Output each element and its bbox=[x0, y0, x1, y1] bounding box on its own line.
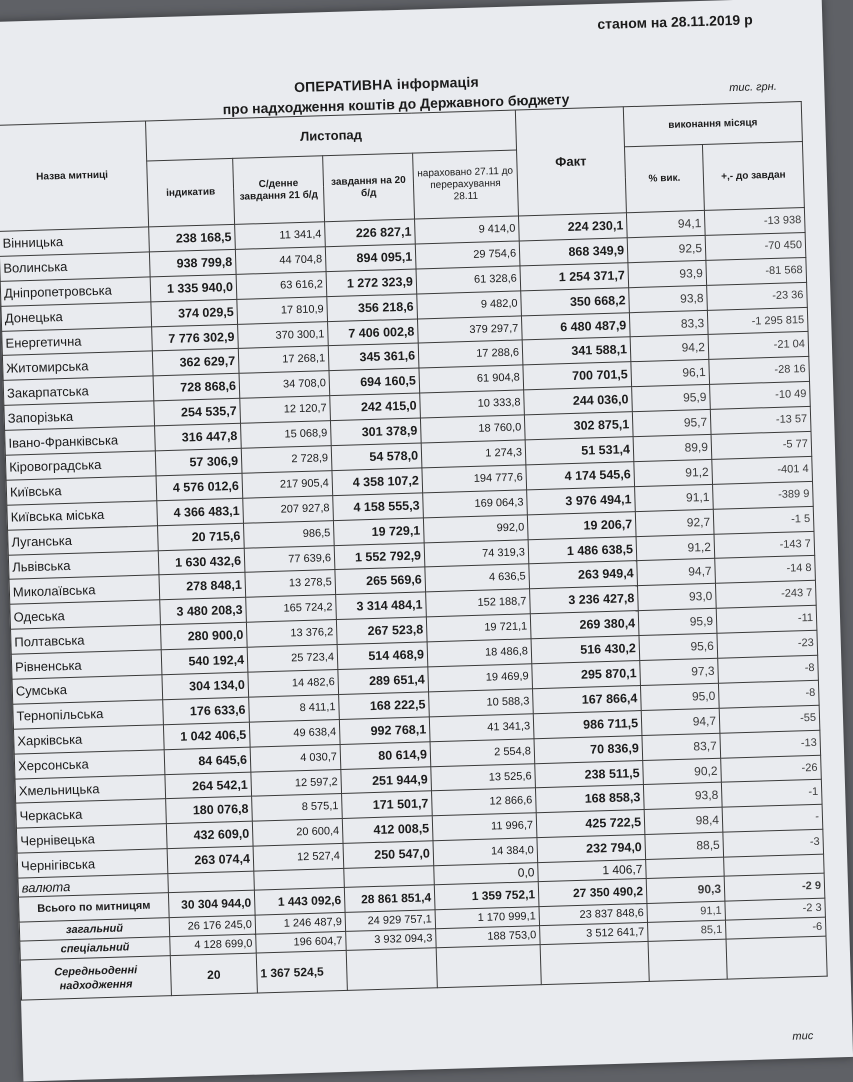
cell-indicative: 4 576 012,6 bbox=[156, 473, 243, 500]
cell-fact: 1 254 371,7 bbox=[520, 263, 629, 291]
cell-daily: 15 068,9 bbox=[241, 421, 332, 449]
cell-pct: 97,3 bbox=[640, 658, 719, 685]
cell-accrued: 61 328,6 bbox=[416, 266, 521, 294]
cell-name: Кіровоградська bbox=[5, 451, 156, 480]
col-month-header: Листопад bbox=[146, 110, 517, 161]
col-name-header: Назва митниці bbox=[0, 121, 149, 231]
cell-diff: -55 bbox=[719, 705, 820, 733]
cell-accrued: 10 333,8 bbox=[420, 390, 525, 418]
col-task-header: завдання на 20 б/д bbox=[323, 153, 415, 222]
cell-fact: 263 949,4 bbox=[529, 561, 638, 589]
cell-pct: 93,8 bbox=[643, 783, 722, 810]
cell-name: Херсонська bbox=[14, 749, 165, 778]
total-diff: -2 9 bbox=[724, 873, 825, 901]
cell-name: Волинська bbox=[0, 252, 150, 281]
col-accrued-header: нараховано 27.11 до перерахування 28.11 bbox=[413, 150, 519, 219]
cell-accrued: 992,0 bbox=[423, 515, 528, 543]
cell-pct: 92,7 bbox=[635, 509, 714, 536]
cell-accrued: 12 866,6 bbox=[432, 788, 537, 816]
cell-diff: -1 295 815 bbox=[707, 307, 808, 335]
cell-daily: 14 482,6 bbox=[248, 670, 339, 698]
cell-accrued: 19 721,1 bbox=[426, 614, 531, 642]
cell-accrued: 13 525,6 bbox=[431, 763, 536, 791]
special-accrued: 188 753,0 bbox=[436, 926, 541, 948]
cell-fact: 3 976 494,1 bbox=[527, 486, 636, 514]
cell-diff: -389 9 bbox=[713, 481, 814, 509]
cell-pct: 91,1 bbox=[635, 484, 714, 511]
cell-accrued: 152 188,7 bbox=[426, 589, 531, 617]
total-accrued: 1 359 752,1 bbox=[434, 882, 539, 910]
cell-indicative: 84 645,6 bbox=[164, 747, 251, 774]
cell-pct: 89,9 bbox=[633, 434, 712, 461]
cell-daily: 17 268,1 bbox=[238, 346, 329, 374]
cell-fact: 70 836,9 bbox=[534, 735, 643, 763]
cell-task: 171 501,7 bbox=[342, 791, 433, 819]
cell-task: 289 651,4 bbox=[338, 667, 429, 695]
cell-daily: 77 639,6 bbox=[244, 545, 335, 573]
cell-pct: 95,0 bbox=[640, 683, 719, 710]
cell-indicative: 1 335 940,0 bbox=[150, 274, 237, 301]
cell-daily: 44 704,8 bbox=[235, 247, 326, 275]
cell-indicative: 374 029,5 bbox=[151, 299, 238, 326]
special-fact: 3 512 641,7 bbox=[540, 922, 649, 944]
cell-daily: 8 575,1 bbox=[252, 794, 343, 822]
cell-name: Хмельницька bbox=[15, 774, 166, 803]
cell-fact: 516 430,2 bbox=[531, 636, 640, 664]
cell-name: Рівненська bbox=[11, 650, 162, 679]
cell-name: Дніпропетровська bbox=[0, 277, 151, 306]
cell-task: 265 569,6 bbox=[335, 567, 426, 595]
cell-fact: 3 236 427,8 bbox=[530, 586, 639, 614]
cell-accrued: 1 274,3 bbox=[421, 440, 526, 468]
total-pct: 90,3 bbox=[646, 876, 725, 903]
cell-pct: 94,7 bbox=[641, 708, 720, 735]
cell-pct: 83,3 bbox=[629, 310, 708, 337]
cell-diff: - bbox=[722, 805, 823, 833]
cell-indicative: 280 900,0 bbox=[160, 622, 247, 649]
col-pct-header: % вик. bbox=[624, 144, 704, 212]
cell-pct: 90,2 bbox=[643, 758, 722, 785]
cell-pct: 94,1 bbox=[626, 210, 705, 237]
cell-name: Чернігівська bbox=[17, 849, 168, 878]
cell-fact: 350 668,2 bbox=[521, 287, 630, 315]
cell-daily: 2 728,9 bbox=[241, 446, 332, 474]
cell-fact: 868 349,9 bbox=[519, 238, 628, 266]
total-daily: 1 443 092,6 bbox=[254, 888, 345, 916]
cell-daily: 12 597,2 bbox=[251, 769, 342, 797]
cell-indicative: 278 848,1 bbox=[159, 573, 246, 600]
cell-name: Львівська bbox=[8, 550, 159, 579]
cell-fact: 19 206,7 bbox=[527, 511, 636, 539]
cell-pct: 98,4 bbox=[644, 808, 723, 835]
cell-name: Закарпатська bbox=[3, 376, 154, 405]
cell-diff: -3 bbox=[723, 829, 824, 857]
cell-daily: 49 638,4 bbox=[249, 719, 340, 747]
cell-daily: 63 616,2 bbox=[236, 271, 327, 299]
cell-pct: 94,7 bbox=[637, 559, 716, 586]
cell-task: 250 547,0 bbox=[343, 841, 434, 869]
cell-accrued: 194 777,6 bbox=[422, 465, 527, 493]
cell-name: Харківська bbox=[13, 725, 164, 754]
cell-fact: 986 711,5 bbox=[533, 710, 642, 738]
cell-task: 242 415,0 bbox=[330, 393, 421, 421]
cell-task: 226 827,1 bbox=[325, 219, 416, 247]
cell-indicative: 540 192,4 bbox=[161, 647, 248, 674]
cell-task: 3 314 484,1 bbox=[336, 592, 427, 620]
cell-daily: 17 810,9 bbox=[237, 296, 328, 324]
cell-daily: 34 708,0 bbox=[239, 371, 330, 399]
general-daily: 1 246 487,9 bbox=[255, 912, 346, 934]
cell-name: Київська bbox=[6, 476, 157, 505]
cell-daily: 165 724,2 bbox=[246, 595, 337, 623]
total-indicative: 30 304 944,0 bbox=[168, 890, 255, 917]
cell-daily: 12 120,7 bbox=[240, 396, 331, 424]
cell-diff: -8 bbox=[718, 680, 819, 708]
cell-daily: 370 300,1 bbox=[238, 321, 329, 349]
cell-task: 7 406 002,8 bbox=[328, 319, 419, 347]
cell-name: Полтавська bbox=[11, 625, 162, 654]
avg-label: Середньоденні надходження bbox=[20, 956, 171, 1000]
general-pct: 91,1 bbox=[647, 901, 726, 922]
cell-diff: -28 16 bbox=[709, 357, 810, 385]
cell-fact: 167 866,4 bbox=[533, 685, 642, 713]
cell-diff: -243 7 bbox=[715, 581, 816, 609]
cell-task: 345 361,6 bbox=[328, 343, 419, 371]
cell-fact: 341 588,1 bbox=[522, 337, 631, 365]
cell-diff: -23 bbox=[717, 630, 818, 658]
cell-diff: -70 450 bbox=[705, 232, 806, 260]
cell-task: 992 768,1 bbox=[339, 717, 430, 745]
cell-name: Житомирська bbox=[2, 351, 153, 380]
cell-name: Одеська bbox=[10, 600, 161, 629]
valuta-fact: 1 406,7 bbox=[538, 860, 647, 882]
report-subtitle: про надходження коштів до Державного бюджету bbox=[222, 90, 570, 118]
cell-accrued: 4 636,5 bbox=[425, 564, 530, 592]
cell-indicative: 238 168,5 bbox=[149, 224, 236, 251]
cell-fact: 700 701,5 bbox=[523, 362, 632, 390]
special-indicative: 4 128 699,0 bbox=[170, 934, 257, 956]
cell-diff: -13 938 bbox=[704, 207, 805, 235]
cell-daily: 13 278,5 bbox=[245, 570, 336, 598]
cell-indicative: 254 535,7 bbox=[154, 399, 241, 426]
cell-daily: 11 341,4 bbox=[235, 222, 326, 250]
cell-daily: 13 376,2 bbox=[246, 620, 337, 648]
cell-diff: -26 bbox=[721, 755, 822, 783]
cell-task: 267 523,8 bbox=[336, 617, 427, 645]
col-exec-header: виконання місяця bbox=[623, 102, 802, 147]
cell-fact: 238 511,5 bbox=[535, 760, 644, 788]
cell-indicative: 938 799,8 bbox=[149, 249, 236, 276]
report-date: станом на 28.11.2019 р bbox=[597, 11, 753, 33]
cell-indicative: 57 306,9 bbox=[155, 448, 242, 475]
cell-task: 168 222,5 bbox=[339, 692, 430, 720]
cell-task: 1 552 792,9 bbox=[334, 542, 425, 570]
report-title: ОПЕРАТИВНА інформація bbox=[293, 73, 480, 96]
cell-indicative: 728 868,6 bbox=[153, 374, 240, 401]
cell-diff: -1 5 bbox=[713, 506, 814, 534]
cell-daily: 4 030,7 bbox=[250, 744, 341, 772]
cell-indicative: 180 076,8 bbox=[166, 797, 253, 824]
cell-accrued: 11 996,7 bbox=[432, 813, 537, 841]
general-label: загальний bbox=[19, 918, 169, 941]
cell-task: 694 160,5 bbox=[329, 368, 420, 396]
footer-fragment: тис bbox=[792, 1030, 814, 1043]
cell-accrued: 379 297,7 bbox=[417, 315, 522, 343]
cell-indicative: 1 630 432,6 bbox=[158, 548, 245, 575]
cell-task: 1 272 323,9 bbox=[326, 269, 417, 297]
cell-fact: 168 858,3 bbox=[535, 785, 644, 813]
cell-task: 54 578,0 bbox=[331, 443, 422, 471]
cell-task: 894 095,1 bbox=[325, 244, 416, 272]
cell-pct: 94,2 bbox=[630, 335, 709, 362]
special-daily: 196 604,7 bbox=[256, 931, 347, 953]
cell-accrued: 29 754,6 bbox=[415, 241, 520, 269]
cell-pct: 96,1 bbox=[631, 360, 710, 387]
cell-indicative: 263 074,4 bbox=[167, 846, 254, 873]
cell-indicative: 362 629,7 bbox=[152, 349, 239, 376]
cell-fact: 295 870,1 bbox=[532, 661, 641, 689]
cell-fact: 425 722,5 bbox=[536, 810, 645, 838]
cell-fact: 224 230,1 bbox=[518, 213, 627, 241]
cell-name: Київська міська bbox=[7, 501, 158, 530]
cell-pct: 83,7 bbox=[642, 733, 721, 760]
cell-indicative: 316 447,8 bbox=[155, 423, 242, 450]
cell-daily: 8 411,1 bbox=[249, 694, 340, 722]
general-accrued: 1 170 999,1 bbox=[435, 907, 540, 929]
cell-accrued: 14 384,0 bbox=[433, 838, 538, 866]
col-fact-header: Факт bbox=[515, 107, 626, 216]
cell-indicative: 1 042 406,5 bbox=[163, 722, 250, 749]
cell-diff: -21 04 bbox=[708, 332, 809, 360]
avg-value: 1 367 524,5 bbox=[256, 950, 347, 993]
cell-pct: 91,2 bbox=[634, 459, 713, 486]
cell-fact: 302 875,1 bbox=[524, 412, 633, 440]
cell-daily: 217 905,4 bbox=[242, 471, 333, 499]
avg-days: 20 bbox=[170, 953, 257, 996]
cell-diff: -10 49 bbox=[710, 382, 811, 410]
total-label: Всього по митницям bbox=[18, 893, 169, 922]
cell-name: Енергетична bbox=[2, 326, 153, 355]
total-fact: 27 350 490,2 bbox=[538, 879, 647, 907]
general-task: 24 929 757,1 bbox=[345, 910, 436, 932]
general-fact: 23 837 848,6 bbox=[539, 904, 648, 926]
cell-accrued: 18 760,0 bbox=[420, 415, 525, 443]
valuta-accrued: 0,0 bbox=[434, 863, 539, 885]
cell-task: 251 944,9 bbox=[341, 766, 432, 794]
cell-fact: 1 486 638,5 bbox=[528, 536, 637, 564]
cell-diff: -143 7 bbox=[714, 531, 815, 559]
cell-accrued: 18 486,8 bbox=[427, 639, 532, 667]
cell-pct: 88,5 bbox=[645, 832, 724, 859]
cell-indicative: 4 366 483,1 bbox=[157, 498, 244, 525]
cell-name: Сумська bbox=[12, 675, 163, 704]
general-diff: -2 3 bbox=[725, 898, 826, 920]
cell-pct: 95,6 bbox=[639, 633, 718, 660]
cell-name: Вінницька bbox=[0, 227, 149, 256]
cell-task: 356 218,6 bbox=[327, 294, 418, 322]
cell-diff: -5 77 bbox=[711, 431, 812, 459]
col-indicative-header: індикатив bbox=[147, 158, 235, 227]
cell-name: Миколаївська bbox=[9, 575, 160, 604]
cell-diff: -23 36 bbox=[707, 282, 808, 310]
cell-pct: 93,0 bbox=[638, 584, 717, 611]
cell-indicative: 176 633,6 bbox=[163, 697, 250, 724]
col-diff-header: +,- до завдан bbox=[702, 142, 804, 211]
cell-name: Чернівецька bbox=[16, 824, 167, 853]
cell-indicative: 432 609,0 bbox=[166, 822, 253, 849]
cell-name: Черкаська bbox=[16, 799, 167, 828]
cell-daily: 986,5 bbox=[243, 520, 334, 548]
cell-accrued: 9 414,0 bbox=[415, 216, 520, 244]
cell-task: 19 729,1 bbox=[333, 518, 424, 546]
cell-name: Тернопільська bbox=[13, 700, 164, 729]
cell-accrued: 41 341,3 bbox=[429, 714, 534, 742]
cell-pct: 93,8 bbox=[629, 285, 708, 312]
special-pct: 85,1 bbox=[648, 920, 727, 941]
cell-fact: 4 174 545,6 bbox=[526, 462, 635, 490]
cell-diff: -13 bbox=[720, 730, 821, 758]
special-diff: -6 bbox=[725, 917, 826, 939]
cell-pct: 91,2 bbox=[636, 534, 715, 561]
cell-indicative: 264 542,1 bbox=[165, 772, 252, 799]
general-indicative: 26 176 245,0 bbox=[169, 915, 256, 937]
cell-accrued: 19 469,9 bbox=[428, 664, 533, 692]
cell-diff: -13 57 bbox=[710, 407, 811, 435]
cell-accrued: 2 554,8 bbox=[430, 738, 535, 766]
revenue-table bbox=[0, 101, 828, 1001]
cell-task: 301 378,9 bbox=[330, 418, 421, 446]
cell-task: 412 008,5 bbox=[342, 816, 433, 844]
cell-diff: -11 bbox=[716, 606, 817, 634]
cell-accrued: 61 904,8 bbox=[419, 365, 524, 393]
cell-indicative: 304 134,0 bbox=[162, 672, 249, 699]
cell-name: Луганська bbox=[8, 525, 159, 554]
cell-fact: 269 380,4 bbox=[530, 611, 639, 639]
cell-fact: 6 480 487,9 bbox=[521, 312, 630, 340]
cell-fact: 232 794,0 bbox=[537, 835, 646, 863]
cell-accrued: 74 319,3 bbox=[424, 539, 529, 567]
valuta-label: валюта bbox=[18, 874, 168, 897]
cell-fact: 244 036,0 bbox=[524, 387, 633, 415]
cell-diff: -401 4 bbox=[712, 456, 813, 484]
cell-daily: 12 527,4 bbox=[253, 844, 344, 872]
cell-fact: 51 531,4 bbox=[525, 437, 634, 465]
special-label: спеціальний bbox=[20, 937, 170, 960]
cell-pct: 93,9 bbox=[628, 260, 707, 287]
cell-diff: -1 bbox=[721, 780, 822, 808]
cell-name: Запорізька bbox=[4, 401, 155, 430]
cell-task: 4 358 107,2 bbox=[332, 468, 423, 496]
cell-daily: 207 927,8 bbox=[243, 495, 334, 523]
special-task: 3 932 094,3 bbox=[346, 929, 437, 951]
cell-pct: 95,9 bbox=[638, 609, 717, 636]
cell-task: 4 158 555,3 bbox=[333, 493, 424, 521]
cell-name: Донецька bbox=[1, 302, 152, 331]
cell-pct: 95,7 bbox=[632, 409, 711, 436]
cell-task: 514 468,9 bbox=[337, 642, 428, 670]
cell-diff: -81 568 bbox=[706, 257, 807, 285]
units-label: тис. грн. bbox=[729, 80, 777, 95]
cell-pct: 95,9 bbox=[632, 385, 711, 412]
col-daily-header: С/денне завдання 21 б/д bbox=[233, 156, 325, 225]
cell-accrued: 169 064,3 bbox=[423, 490, 528, 518]
cell-pct: 92,5 bbox=[627, 235, 706, 262]
cell-accrued: 17 288,6 bbox=[418, 340, 523, 368]
cell-accrued: 9 482,0 bbox=[417, 291, 522, 319]
cell-task: 80 614,9 bbox=[340, 742, 431, 770]
total-task: 28 861 851,4 bbox=[344, 885, 435, 913]
cell-indicative: 7 776 302,9 bbox=[152, 324, 239, 351]
cell-daily: 20 600,4 bbox=[252, 819, 343, 847]
cell-diff: -8 bbox=[718, 655, 819, 683]
cell-diff: -14 8 bbox=[715, 556, 816, 584]
cell-indicative: 3 480 208,3 bbox=[160, 598, 247, 625]
cell-name: Івано-Франківська bbox=[5, 426, 156, 455]
cell-daily: 25 723,4 bbox=[247, 645, 338, 673]
cell-indicative: 20 715,6 bbox=[158, 523, 245, 550]
cell-accrued: 10 588,3 bbox=[429, 689, 534, 717]
